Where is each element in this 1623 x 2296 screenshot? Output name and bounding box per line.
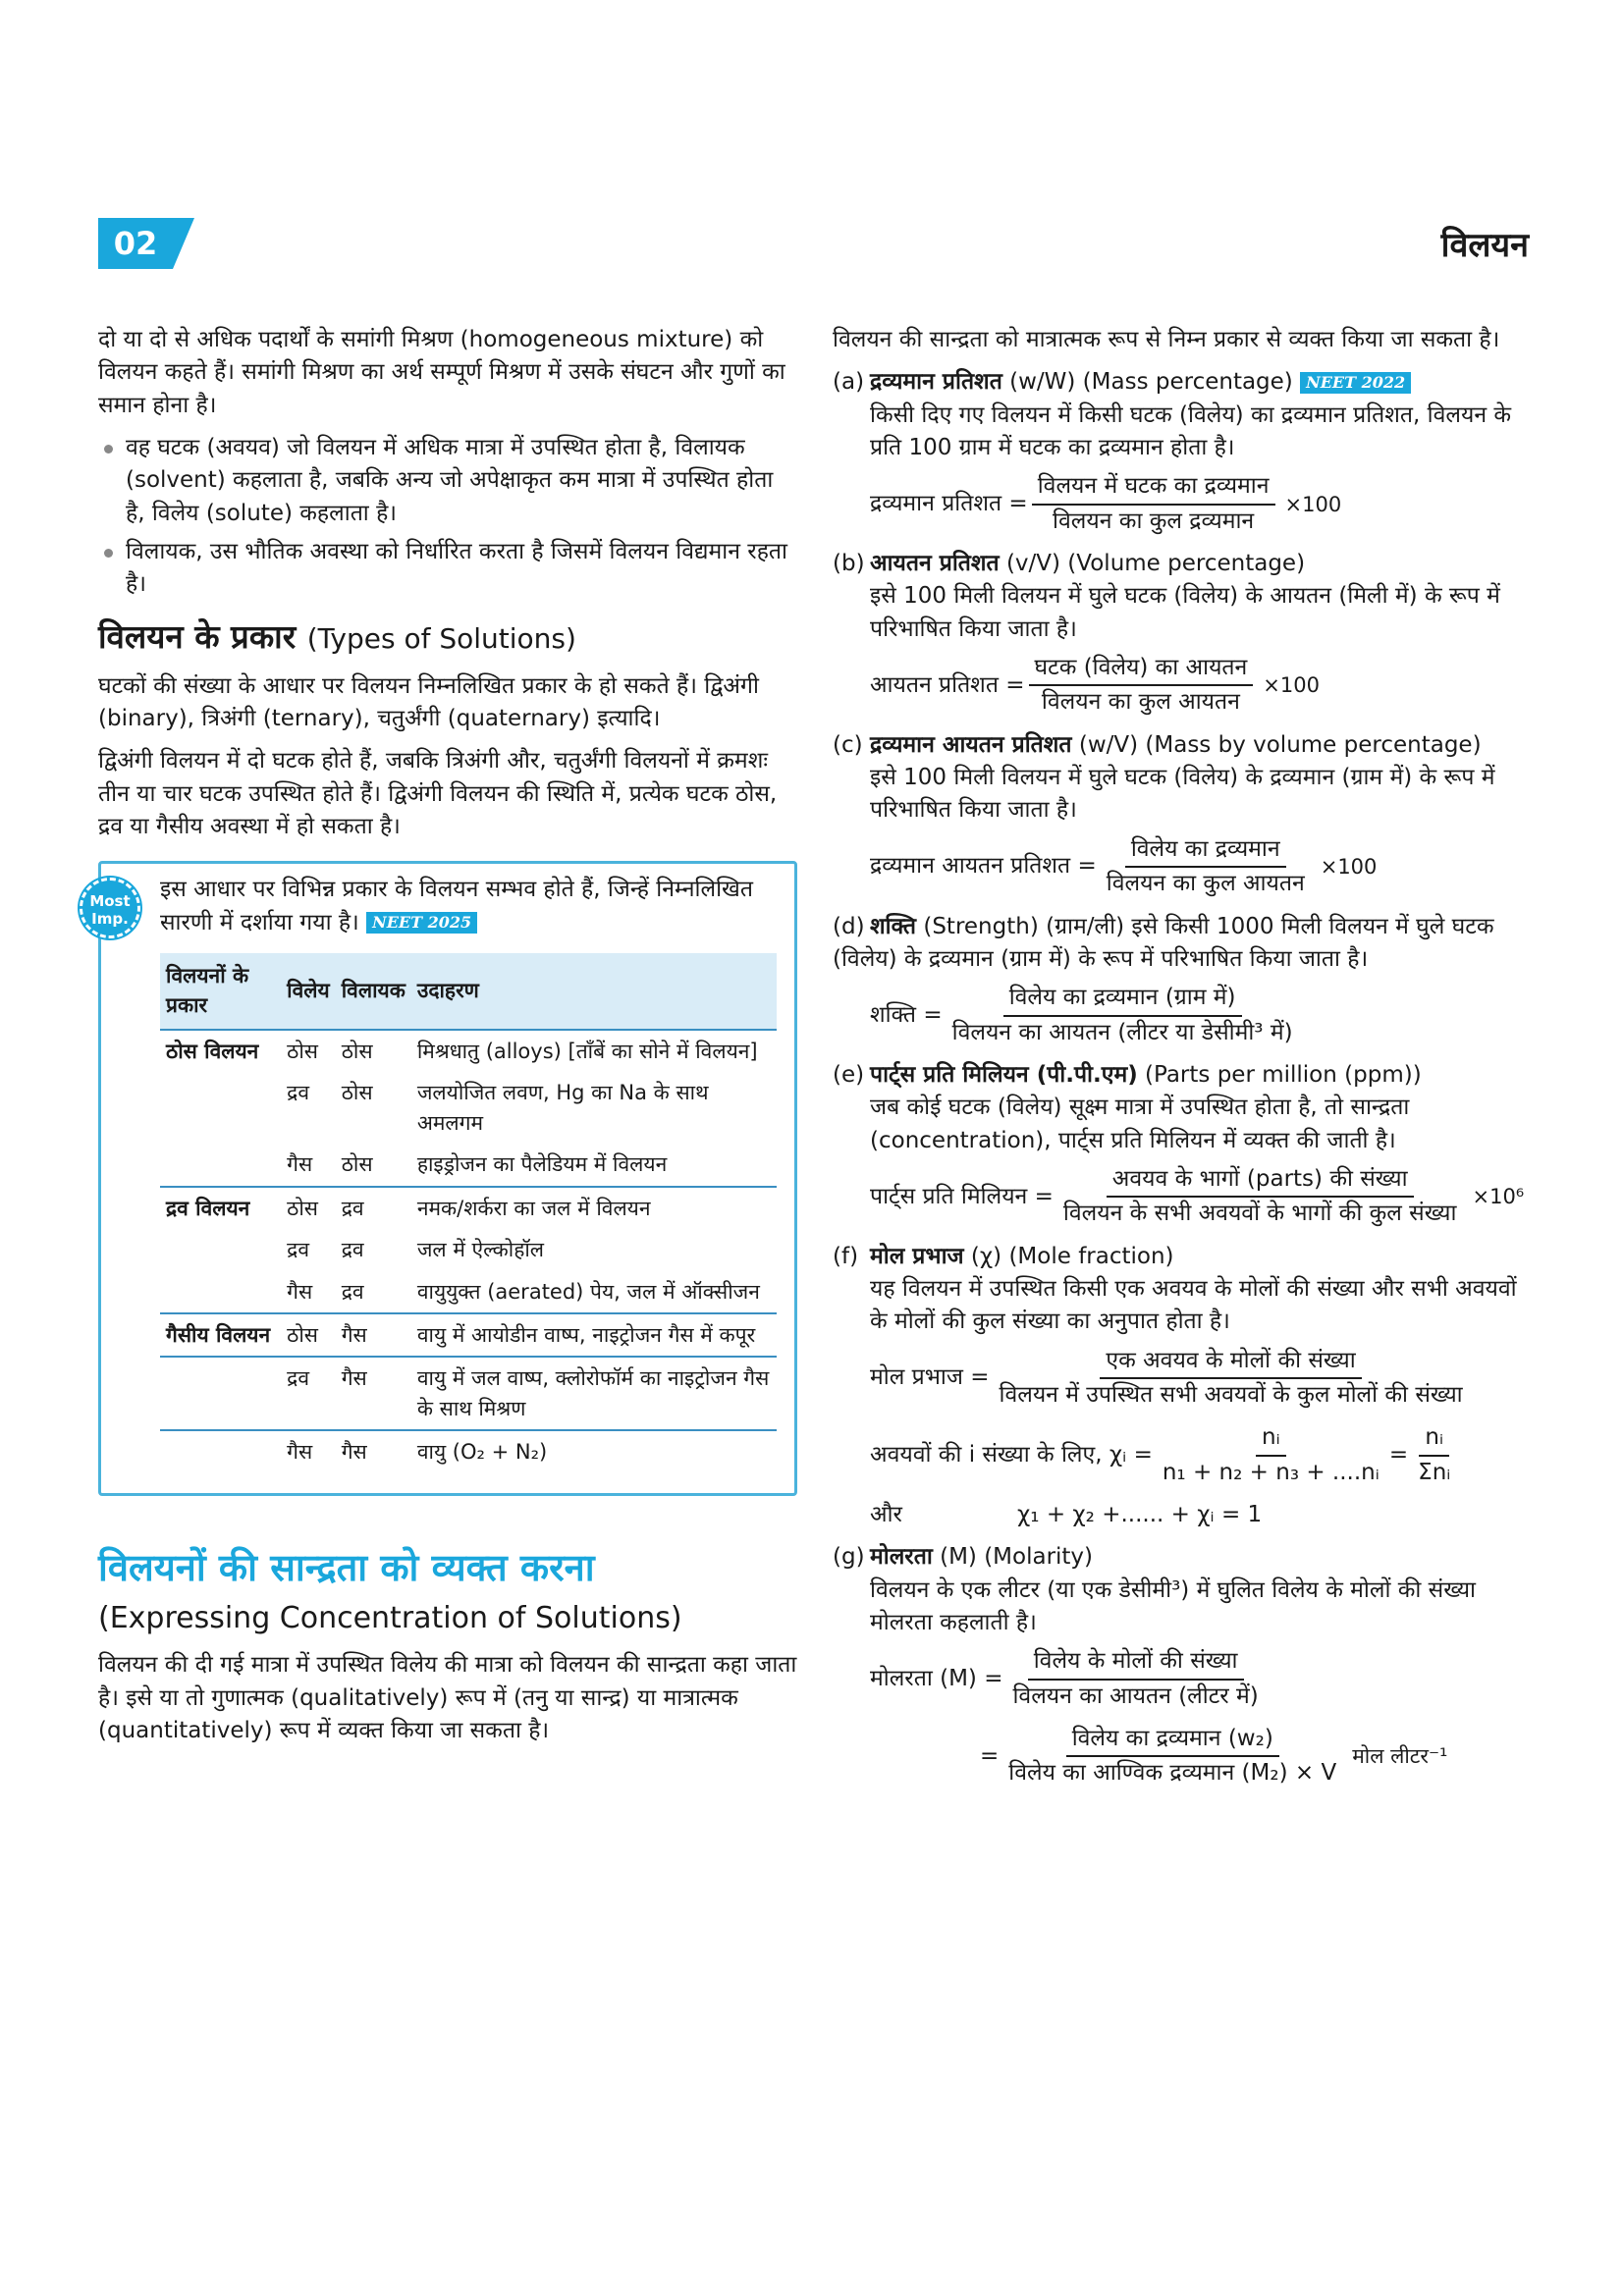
item-label: (f) — [833, 1243, 859, 1269]
right-column — [833, 324, 1532, 1800]
formula-lhs: शक्ति = — [870, 1001, 943, 1028]
section-heading — [98, 614, 797, 661]
item-note: (Parts per million (ppm)) — [1145, 1061, 1422, 1088]
concentration-item — [833, 1059, 1532, 1231]
item-formula — [870, 1163, 1532, 1231]
table-row — [160, 1144, 777, 1186]
box-text: इस आधार पर विभिन्न प्रकार के विलयन सम्भव होते हैं, जिन्हें निम्नलिखित सारणी में दर्शाया गया है। — [160, 877, 753, 935]
concentration-paragraph: विलयन की दी गई मात्रा में उपस्थित विलेय की मात्रा को विलयन की सान्द्रता कहा जाता है। इसे या तो गुणात्मक (qualitatively) रूप में (तनु या सान्द्र) या मात्रात्मक (quantitatively) रूप में व्यक्त किया जा सकता है। — [98, 1652, 797, 1743]
formula-numerator: घटक (विलेय) का आयतन — [1029, 652, 1254, 686]
formula-lhs: और — [870, 1502, 902, 1527]
concentration-item — [833, 548, 1532, 720]
table-cell-type — [160, 1271, 281, 1313]
formula-denominator: विलेय का आण्विक द्रव्यमान (M₂) × V — [1008, 1760, 1337, 1787]
formula-lhs: द्रव्यमान प्रतिशत = — [870, 491, 1028, 517]
formula-unit: मोल लीटर⁻¹ — [1352, 1744, 1448, 1769]
table-header: विलेय — [281, 953, 336, 1030]
formula-multiplier: ×10⁶ — [1472, 1185, 1525, 1209]
formula-fraction — [1002, 1723, 1342, 1790]
item-title: आयतन प्रतिशत — [870, 551, 1000, 577]
table-cell-example: वायु में आयोडीन वाष्प, नाइट्रोजन गैस में कपूर — [411, 1313, 777, 1357]
formula-lhs: मोल प्रभाज = — [870, 1364, 990, 1391]
table-cell-solute: ठोस — [281, 1313, 336, 1357]
formula-lhs: पार्ट्स प्रति मिलियन = — [870, 1183, 1054, 1209]
molarity-formula-2: = $\frac{\text{विलेय का द्रव्यमान (w₂)}}{\text{विलेय का आण्विक द्रव्यमान (M₂) × V}}$ मोल लीटर⁻¹ — [980, 1723, 1532, 1790]
table-body — [160, 1030, 777, 1473]
table-cell-solute: द्रव — [281, 1357, 336, 1430]
item-formula — [870, 470, 1532, 538]
formula-numerator: nᵢ — [1419, 1421, 1449, 1456]
item-formula — [870, 833, 1532, 901]
formula-denominator: विलयन का आयतन (लीटर में) — [1012, 1682, 1259, 1709]
concentration-item — [833, 729, 1532, 901]
item-note: (w/V) (Mass by volume percentage) — [1078, 731, 1482, 758]
formula-numerator: विलेय के मोलों की संख्या — [1028, 1645, 1244, 1680]
formula-denominator: n₁ + n₂ + n₃ + ....nᵢ — [1162, 1459, 1380, 1485]
table-cell-example: वायु में जल वाष्प, क्लोरोफॉर्म का नाइट्रोजन गैस के साथ मिश्रण — [411, 1357, 777, 1430]
neet-badge: NEET 2022 — [1300, 372, 1411, 394]
formula-fraction — [1057, 1163, 1463, 1231]
table-row — [160, 1430, 777, 1472]
item-note: (M) (Molarity) — [940, 1544, 1094, 1571]
formula-fraction — [1006, 1645, 1264, 1713]
table-row — [160, 1271, 777, 1313]
bullet-item: वह घटक (अवयव) जो विलयन में अधिक मात्रा में उपस्थित होता है, विलायक (solvent) कहलाता है, जबकि अन्य जो अपेक्षाकृत कम मात्रा में उपस्थित होता है, विलेय (solute) कहलाता है। — [126, 432, 797, 530]
formula-numerator: एक अवयव के मोलों की संख्या — [1100, 1345, 1361, 1379]
table-row — [160, 1072, 777, 1144]
table-header: विलयनों के प्रकार — [160, 953, 281, 1030]
item-description: इसे 100 मिली विलयन में घुले घटक (विलेय) के आयतन (मिली में) के रूप में परिभाषित किया जाता है। — [870, 583, 1500, 642]
table-row — [160, 1357, 777, 1430]
item-title: द्रव्यमान प्रतिशत — [870, 369, 1002, 396]
table-cell-solute: द्रव — [287, 1081, 309, 1105]
item-title: पार्ट्स प्रति मिलियन (पी.पी.एम) — [870, 1061, 1138, 1088]
table-cell-solvent: ठोस — [341, 1081, 373, 1105]
item-title: शक्ति — [870, 913, 917, 939]
item-note: (v/V) (Volume percentage) — [1005, 551, 1306, 577]
table-cell-solvent: द्रव — [341, 1279, 364, 1304]
section-heading-en: (Types of Solutions) — [306, 621, 576, 655]
item-description: इसे 100 मिली विलयन में घुले घटक (विलेय) के द्रव्यमान (ग्राम में) के रूप में परिभाषित किया जाता है। — [870, 765, 1495, 824]
most-imp-badge: Most Imp. — [80, 878, 140, 938]
formula-numerator: विलयन में घटक का द्रव्यमान — [1032, 470, 1275, 505]
table-cell-type: गैसीय विलयन — [160, 1313, 281, 1357]
table-cell-solvent: गैस — [336, 1313, 411, 1357]
formula-multiplier: ×100 — [1320, 854, 1378, 879]
formula-denominator: Σnᵢ — [1418, 1459, 1451, 1485]
item-label: (c) — [833, 731, 863, 758]
item-description: किसी दिए गए विलयन में किसी घटक (विलेय) का द्रव्यमान प्रतिशत, विलयन के प्रति 100 ग्राम में घटक का द्रव्यमान होता है। — [870, 401, 1512, 461]
table-cell-solute: गैस — [287, 1152, 313, 1177]
mole-fraction-formula — [870, 1421, 1532, 1489]
table-cell-example: हाइड्रोजन का पैलेडियम में विलयन — [416, 1152, 668, 1177]
formula-multiplier: ×100 — [1284, 492, 1342, 516]
table-cell-example: वायुयुक्त (aerated) पेय, जल में ऑक्सीजन — [416, 1279, 760, 1304]
item-title: द्रव्यमान आयतन प्रतिशत — [870, 731, 1072, 758]
table-cell-solvent: गैस — [336, 1430, 411, 1472]
concentration-heading-en: (Expressing Concentration of Solutions) — [98, 1600, 682, 1635]
types-paragraph-2: द्विअंगी विलयन में दो घटक होते हैं, जबकि त्रिअंगी और, चतुर्अंगी विलयनों में क्रमशः तीन या चार घटक उपस्थित होते हैं। द्विअंगी विलयन की स्थिति में, प्रत्येक घटक ठोस, द्रव या गैसीय अवस्था में हो सकता है। — [98, 748, 778, 839]
bullet-item: विलायक, उस भौतिक अवस्था को निर्धारित करता है जिसमें विलयन विद्यमान रहता है। — [126, 536, 797, 602]
formula-denominator: विलयन का कुल आयतन — [1041, 689, 1240, 716]
solution-types-table — [160, 953, 777, 1473]
item-formula — [870, 982, 1532, 1049]
formula-fraction — [947, 982, 1299, 1049]
concentration-item — [833, 1541, 1532, 1789]
formula-denominator: विलयन का कुल द्रव्यमान — [1053, 507, 1255, 534]
formula-denominator: विलयन का आयतन (लीटर या डेसीमी³ में) — [951, 1019, 1293, 1045]
concentration-items — [833, 366, 1532, 1789]
formula-fraction — [1157, 1421, 1385, 1489]
item-label: (d) — [833, 913, 865, 939]
formula-lhs: मोलरता (M) = — [870, 1666, 1003, 1692]
table-row — [160, 1229, 777, 1270]
item-label: (e) — [833, 1061, 865, 1088]
item-description: जब कोई घटक (विलेय) सूक्ष्म मात्रा में उपस्थित होता है, तो सान्द्रता (concentration), पार्ट्स प्रति मिलियन में व्यक्त की जाती है। — [870, 1095, 1410, 1153]
concentration-item — [833, 366, 1532, 538]
table-cell-type — [160, 1229, 281, 1270]
concentration-item — [833, 911, 1532, 1049]
item-formula — [870, 1645, 1532, 1713]
table-cell-solvent: गैस — [336, 1357, 411, 1430]
table-cell-type: ठोस विलयन — [160, 1030, 281, 1072]
most-imp-box — [89, 861, 797, 1495]
item-formula — [870, 1345, 1532, 1413]
types-paragraph-1: घटकों की संख्या के आधार पर विलयन निम्नलिखित प्रकार के हो सकते हैं। द्विअंगी (binary), त्रिअंगी (ternary), चतुर्अंगी (quaternary) इत्यादि। — [98, 672, 759, 731]
formula-numerator: विलेय का द्रव्यमान — [1125, 833, 1286, 868]
item-formula — [870, 652, 1532, 720]
table-cell-solute: द्रव — [287, 1238, 309, 1262]
page-number-tab — [173, 218, 194, 269]
formula-numerator: अवयव के भागों (parts) की संख्या — [1107, 1163, 1414, 1198]
table-cell-example: जल में ऐल्कोहॉल — [416, 1238, 545, 1262]
table-cell-solute: गैस — [287, 1279, 313, 1304]
table-cell-example: मिश्रधातु (alloys) [ताँबें का सोने में विलयन] — [411, 1030, 777, 1072]
table-header: उदाहरण — [411, 953, 777, 1030]
item-note: (w/W) (Mass percentage) — [1009, 369, 1293, 396]
section-heading-hi: विलयन के प्रकार — [98, 616, 297, 656]
item-title: मोल प्रभाज — [870, 1243, 964, 1269]
formula-lhs: आयतन प्रतिशत = — [870, 671, 1025, 698]
right-intro: विलयन की सान्द्रता को मात्रात्मक रूप से निम्न प्रकार से व्यक्त किया जा सकता है। — [833, 327, 1500, 352]
item-label: (a) — [833, 369, 865, 396]
table-row — [160, 1030, 777, 1072]
formula-lhs: अवयवों की i संख्या के लिए, χᵢ = — [870, 1441, 1153, 1468]
formula-denominator: विलयन का कुल आयतन — [1106, 871, 1305, 897]
table-cell-type — [160, 1357, 281, 1430]
table-cell-solvent: ठोस — [341, 1152, 373, 1177]
table-cell-example: जलयोजित लवण, Hg का Na के साथ अमलगम — [416, 1081, 709, 1135]
table-cell-solvent: द्रव — [341, 1238, 364, 1262]
formula-fraction — [1412, 1421, 1456, 1489]
intro-paragraph: दो या दो से अधिक पदार्थों के समांगी मिश्रण (homogeneous mixture) को विलयन कहते हैं। समांगी मिश्रण का अर्थ सम्पूर्ण मिश्रण में उसके संघटन और गुणों का समान होना है। — [98, 327, 785, 418]
bullet-list — [98, 432, 797, 602]
table-cell-example: वायु (O₂ + N₂) — [411, 1430, 777, 1472]
formula-rhs: χ₁ + χ₂ +...... + χᵢ = 1 — [1017, 1502, 1263, 1527]
table-header-row — [160, 953, 777, 1030]
item-title: मोलरता — [870, 1544, 933, 1571]
formula-numerator: विलेय का द्रव्यमान (w₂) — [1066, 1723, 1279, 1757]
formula-fraction — [1029, 652, 1254, 720]
table-cell-type — [160, 1072, 281, 1144]
formula-lhs: द्रव्यमान आयतन प्रतिशत = — [870, 853, 1097, 880]
formula-fraction — [993, 1345, 1468, 1413]
item-label: (g) — [833, 1544, 865, 1571]
formula-fraction — [1101, 833, 1311, 901]
left-column — [89, 324, 797, 1757]
chapter-title: विलयन — [1440, 226, 1529, 265]
table-cell-solvent: द्रव — [336, 1187, 411, 1229]
item-note: (χ) (Mole fraction) — [970, 1243, 1174, 1269]
formula-fraction — [1032, 470, 1275, 538]
mole-fraction-sum — [870, 1499, 1532, 1531]
formula-denominator: विलयन में उपस्थित सभी अवयवों के कुल मोलों की संख्या — [999, 1381, 1463, 1408]
page-number: 02 — [98, 218, 173, 269]
table-cell-solute: ठोस — [281, 1030, 336, 1072]
item-note: (Strength) (ग्राम/ली) इसे किसी 1000 मिली विलयन में घुले घटक (विलेय) के द्रव्यमान (ग्राम में) के रूप में परिभाषित किया जाता है। — [833, 913, 1494, 972]
formula-equals: = — [1388, 1441, 1409, 1468]
formula-numerator: विलेय का द्रव्यमान (ग्राम में) — [1003, 982, 1242, 1016]
table-cell-type — [160, 1430, 281, 1472]
formula-denominator: विलयन के सभी अवयवों के भागों की कुल संख्या — [1062, 1201, 1457, 1227]
formula-multiplier: ×100 — [1263, 673, 1320, 698]
table-header: विलायक — [336, 953, 411, 1030]
item-label: (b) — [833, 551, 865, 577]
table-cell-solvent: ठोस — [336, 1030, 411, 1072]
concentration-item — [833, 1241, 1532, 1532]
item-description: विलयन के एक लीटर (या एक डेसीमी³) में घुलित विलेय के मोलों की संख्या मोलरता कहलाती है। — [870, 1576, 1476, 1636]
concentration-heading: विलयनों की सान्द्रता को व्यक्त करना — [98, 1545, 595, 1589]
table-cell-solute: ठोस — [281, 1187, 336, 1229]
table-cell-solute: गैस — [281, 1430, 336, 1472]
item-description: यह विलयन में उपस्थित किसी एक अवयव के मोलों की संख्या और सभी अवयवों के मोलों की कुल संख्या का अनुपात होता है। — [870, 1275, 1517, 1335]
formula-numerator: nᵢ — [1256, 1421, 1286, 1456]
table-row — [160, 1313, 777, 1357]
table-cell-type: द्रव विलयन — [160, 1187, 281, 1229]
neet-badge: NEET 2025 — [366, 912, 477, 934]
table-cell-type — [160, 1144, 281, 1186]
table-cell-example: नमक/शर्करा का जल में विलयन — [411, 1187, 777, 1229]
table-row — [160, 1187, 777, 1229]
